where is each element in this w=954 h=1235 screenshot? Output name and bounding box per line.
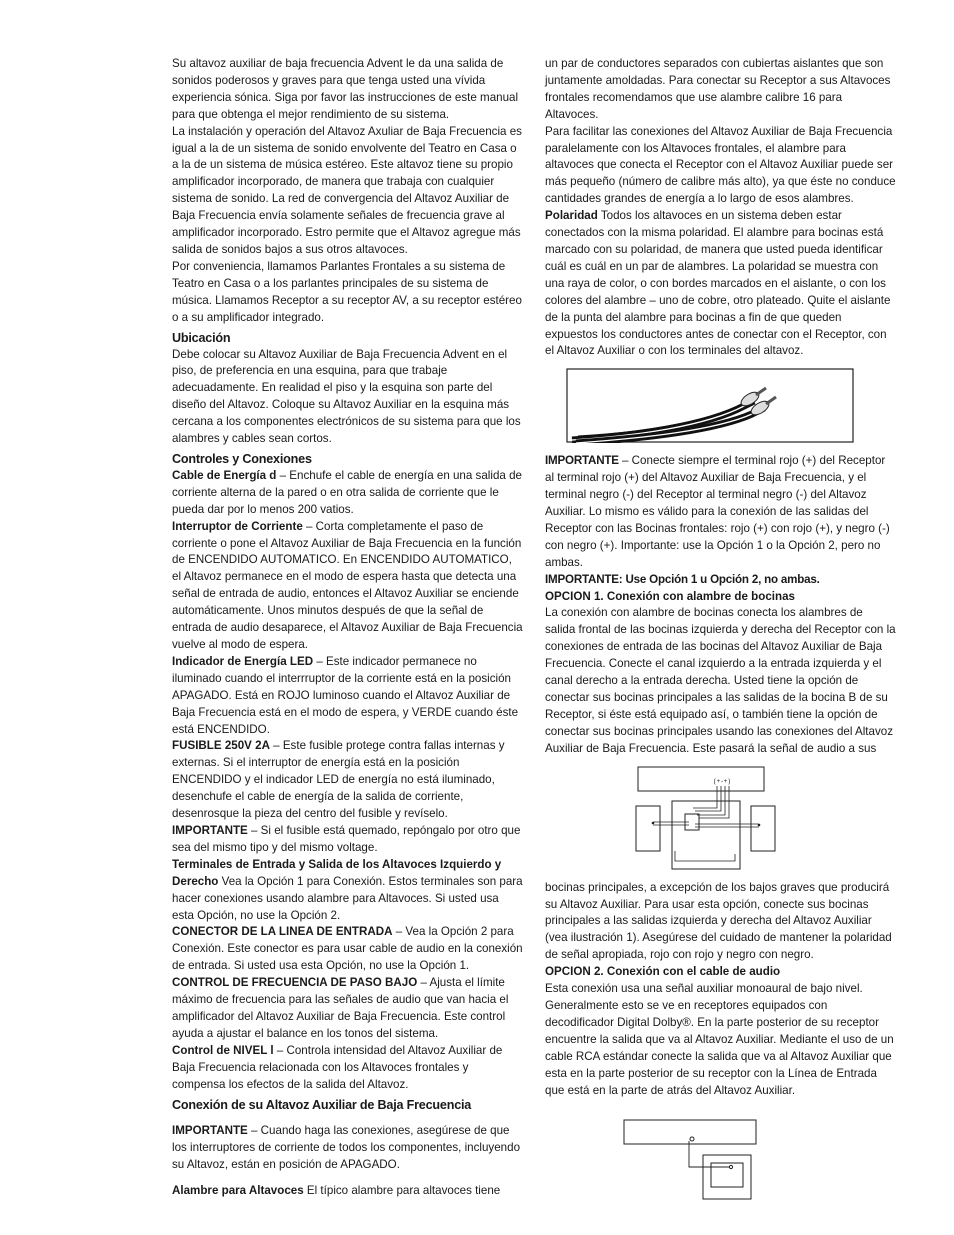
intro-paragraph-3: Por conveniencia, llamamos Parlantes Frontales a su sistema de Teatro en Casa o a los parlantes principales de su sistema de música. Llamamos Receptor a su receptor AV, a su receptor estéreo o a su amplificador integrado. [172, 259, 522, 324]
item-term: Cable de Energía d [172, 468, 277, 482]
importante-term: IMPORTANTE [545, 454, 619, 468]
alambre-text: El típico alambre para altavoces tiene [303, 1184, 501, 1198]
wire-paragraph-1: un par de conductores separados con cubiertas aislantes que son juntamente amoldadas. Para conectar su Receptor a sus Altavoces frontales recomendamos que use alambre calibre 16 para Altavoces. [545, 57, 891, 121]
item-text: – Este indicador permanece no iluminado cuando el interrruptor de la corriente está en la posición APAGADO. Está en ROJO luminoso cuando el Altavoz Auxiliar de Baja Frecuencia está en el modo de espera, y VERDE cuando éste está ENCENDIDO. [172, 654, 519, 736]
importante-text: – Conecte siempre el terminal rojo (+) del Receptor al terminal rojo (+) del Altavoz Auxiliar de Baja Frecuencia, y el terminal negro (-) del Receptor al terminal negro (-) del Altavoz Auxiliar. Lo mismo es válido para la conexión de las salidas del Receptor con las Bocinas frontales: rojo (+) con rojo (+), y negro (-) con negro (+). Importante: use la Opción 1 o la Opción 2, pero no ambas. [545, 454, 890, 569]
item-term: Interruptor de Corriente [172, 519, 303, 533]
item-conector-linea [172, 924, 523, 975]
right-column [545, 56, 896, 1201]
opcion1-continued: bocinas principales, a excepción de los bajos graves que producirá su Altavoz Auxiliar. Para usar esta opción, conecte sus bocinas principales a las salidas izquierda y derecha del Altavoz Auxiliar (vea ilustración 1). Asegúrese del cuidado de mantener la polaridad de señal apropiada, rojo con rojo y negro con negro. [545, 880, 892, 962]
alambre-paragraph [172, 1183, 523, 1200]
item-control-frecuencia [172, 975, 523, 1043]
intro-paragraph-1: Su altavoz auxiliar de baja frecuencia Advent le da una salida de sonidos poderosos y graves para que tenga usted una vívida experiencia sónica. Siga por favor las instrucciones de este manual para que obtenga el mejor rendimiento de su sistema. [172, 57, 519, 121]
opcion1-heading: OPCION 1. Conexión con alambre de bocinas [545, 589, 795, 603]
left-column [172, 56, 523, 1200]
audio-cable-connection-diagram [623, 1119, 759, 1201]
item-text: – Enchufe el cable de energía en una salida de corriente alterna de la pared o en otra salida de corriente que le pueda dar por lo menos 200 vatios. [172, 468, 522, 516]
speaker-wire-illustration [566, 368, 854, 443]
opcion2-paragraph: Esta conexión usa una señal auxiliar monoaural de bajo nivel. Generalmente esto se ve en receptores equipados con decodificador Digital Dolby®. En la parte posterior de su receptor encuentre la salida que va al Altavoz Auxiliar. Mediante el uso de un cable RCA estándar conecte la salida que va al Altavoz Auxiliar que esta en la parte posterior de su receptor con la Línea de Entrada que está en la parte de atrás del Altavoz Auxiliar. [545, 982, 894, 1097]
item-text: Vea la Opción 1 para Conexión. Estos terminales son para hacer conexiones usando alambre para Altavoces. Si usted usa esta Opción, no use la Opción 2. [172, 874, 523, 922]
opcion2-heading: OPCION 2. Conexión con el cable de audio [545, 965, 781, 979]
item-text: – Si el fusible está quemado, repóngalo por otro que sea del mismo tipo y del mismo voltage. [172, 823, 521, 854]
ubicacion-paragraph: Debe colocar su Altavoz Auxiliar de Baja Frecuencia Advent en el piso, de preferencia en una esquina, para que trabaje adecuadamente. En realidad el piso y la esquina son parte del diseño del Altavoz. Coloque su Altavoz Auxiliar en la esquina más cercana a los componentes electrónicos de su sistema para que los alambres y cables sean cortos. [172, 347, 521, 446]
polaridad-text: Todos los altavoces en un sistema deben estar conectados con la misma polaridad. El alambre para bocinas está marcado con su polaridad, de manera que usted pueda identificar cuál es cuál en un par de alambres. La polaridad se muestra con una raya de color, o con bordes marcados en el aislante, o con los colores del alambre – uno de cobre, otro plateado. Quite el aislante de la punta del alambre para bocinas a fin de que queden expuestos los conductores antes de conectar con el Receptor, con el Altavoz Auxiliar o con los terminales del altavoz. [545, 209, 891, 358]
item-indicador-led [172, 654, 523, 739]
svg-text:(+-+): (+-+) [713, 777, 732, 785]
importante-conexion [172, 1123, 523, 1174]
item-text: – Vea la Opción 2 para Conexión. Este conector es para usar cable de audio en la conexión de entrada. Si usted usa esta Opción, no use la Opción 1. [172, 925, 523, 973]
item-text: – Ajusta el límite máximo de frecuencia para las señales de audio que van hacia el amplificador del Altavoz Auxiliar de Baja Frecuencia. Este control ayuda a ajustar el balance en los tonos del sistema. [172, 976, 509, 1040]
importante-polaridad [545, 453, 896, 571]
speaker-wire-connection-diagram [635, 766, 777, 874]
item-terminales [172, 857, 523, 925]
item-text: – Controla intensidad del Altavoz Auxiliar de Baja Frecuencia relacionada con los Altavoces frontales y compensa los efectos de la salida del Altavoz. [172, 1043, 503, 1091]
item-interruptor [172, 519, 523, 654]
item-cable-energia [172, 468, 523, 519]
opcion1-paragraph: La conexión con alambre de bocinas conecta los alambres de salida frontal de las bocinas izquierda y derecha del Receptor con la conexiones de entrada de las bocinas del Altavoz Auxiliar de Baja Frecuencia. Conecte el canal izquierdo a la entrada izquierda y el canal derecho a la entrada derecha. Usted tiene la opción de conectar sus bocinas principales a las salidas de la bocina B de su Receptor, si éste está equipado así, o también tiene la opción de conectar sus bocinas principales usando las conexiones del Altavoz Auxiliar de Baja Frecuencia. Este pasará la señal de audio a sus [545, 606, 896, 755]
polaridad-term: Polaridad [545, 209, 598, 223]
item-term: IMPORTANTE [172, 823, 248, 837]
item-control-nivel [172, 1043, 523, 1094]
item-term: FUSIBLE 250V 2A [172, 739, 270, 753]
polaridad-paragraph [545, 208, 896, 360]
item-term: Indicador de Energía LED [172, 654, 314, 668]
importante-term: IMPORTANTE [172, 1124, 248, 1138]
item-term: Terminales de Entrada y Salida de los Altavoces Izquierdo y Derecho [172, 857, 502, 888]
intro-paragraph-2: La instalación y operación del Altavoz Axuliar de Baja Frecuencia es igual a la de un sistema de sonido envolvente del Teatro en Casa o a la de un sistema de música estéreo. Este altavoz tiene su propio amplificador incorporado, de manera que trabaja con cualquier sistema de sonido. La red de convergencia del Altavoz Auxiliar de Baja Frecuencia envía solamente señales de frecuencia grave al amplificador incorporado. Estro permite que el Altavoz agregue más salida de sonidos bajos a sus otros altavoces. [172, 124, 522, 256]
importante-opcion: IMPORTANTE: Use Opción 1 u Opción 2, no ambas. [545, 572, 820, 586]
item-fusible [172, 738, 523, 823]
wire-paragraph-2: Para facilitar las conexiones del Altavoz Auxiliar de Baja Frecuencia paralelamente con los Altavoces frontales, el alambre para altavoces que conecta el Receptor con el Altavoz Auxiliar puede ser más pequeño (número de calibre más alto), ya que éste no conduce cantidades grandes de energía a lo largo de esos alambres. [545, 124, 896, 206]
controles-heading: Controles y Conexiones [172, 451, 312, 466]
item-term: Control de NIVEL l [172, 1043, 274, 1057]
importante-text: – Cuando haga las conexiones, asegúrese de que los interruptores de corriente de todos los componentes, incluyendo su Altavoz, están en posición de APAGADO. [172, 1124, 521, 1172]
item-text: – Este fusible protege contra fallas internas y externas. Si el interruptor de energía está en la posición ENCENDIDO y el indicador LED de energía no está iluminado, desenchufe el cable de energía de la salida de corriente, desenrosque la pieza del centro del fusible y revíselo. [172, 739, 505, 821]
item-term: CONECTOR DE LA LINEA DE ENTRADA [172, 925, 393, 939]
ubicacion-heading: Ubicación [172, 330, 231, 345]
item-text: – Corta completamente el paso de corriente o pone el Altavoz Auxiliar de Baja Frecuencia en la función de ENCENDIDO AUTOMATICO. En ENCENDIDO AUTOMATICO, el Altavoz permanece en el modo de espera hasta que detecta una señal de entrada de audio, entonces el Altavoz Auxiliar se enciende automáticamente. Unos minutos después de que la señal de entrada de audio desaparece, el Altavoz Auxiliar de Baja Frecuencia vuelve al modo de espera. [172, 519, 523, 651]
item-importante-fusible [172, 823, 523, 857]
item-term: CONTROL DE FRECUENCIA DE PASO BAJO [172, 976, 418, 990]
conexion-heading: Conexión de su Altavoz Auxiliar de Baja Frecuencia [172, 1098, 472, 1113]
alambre-term: Alambre para Altavoces [172, 1184, 304, 1198]
